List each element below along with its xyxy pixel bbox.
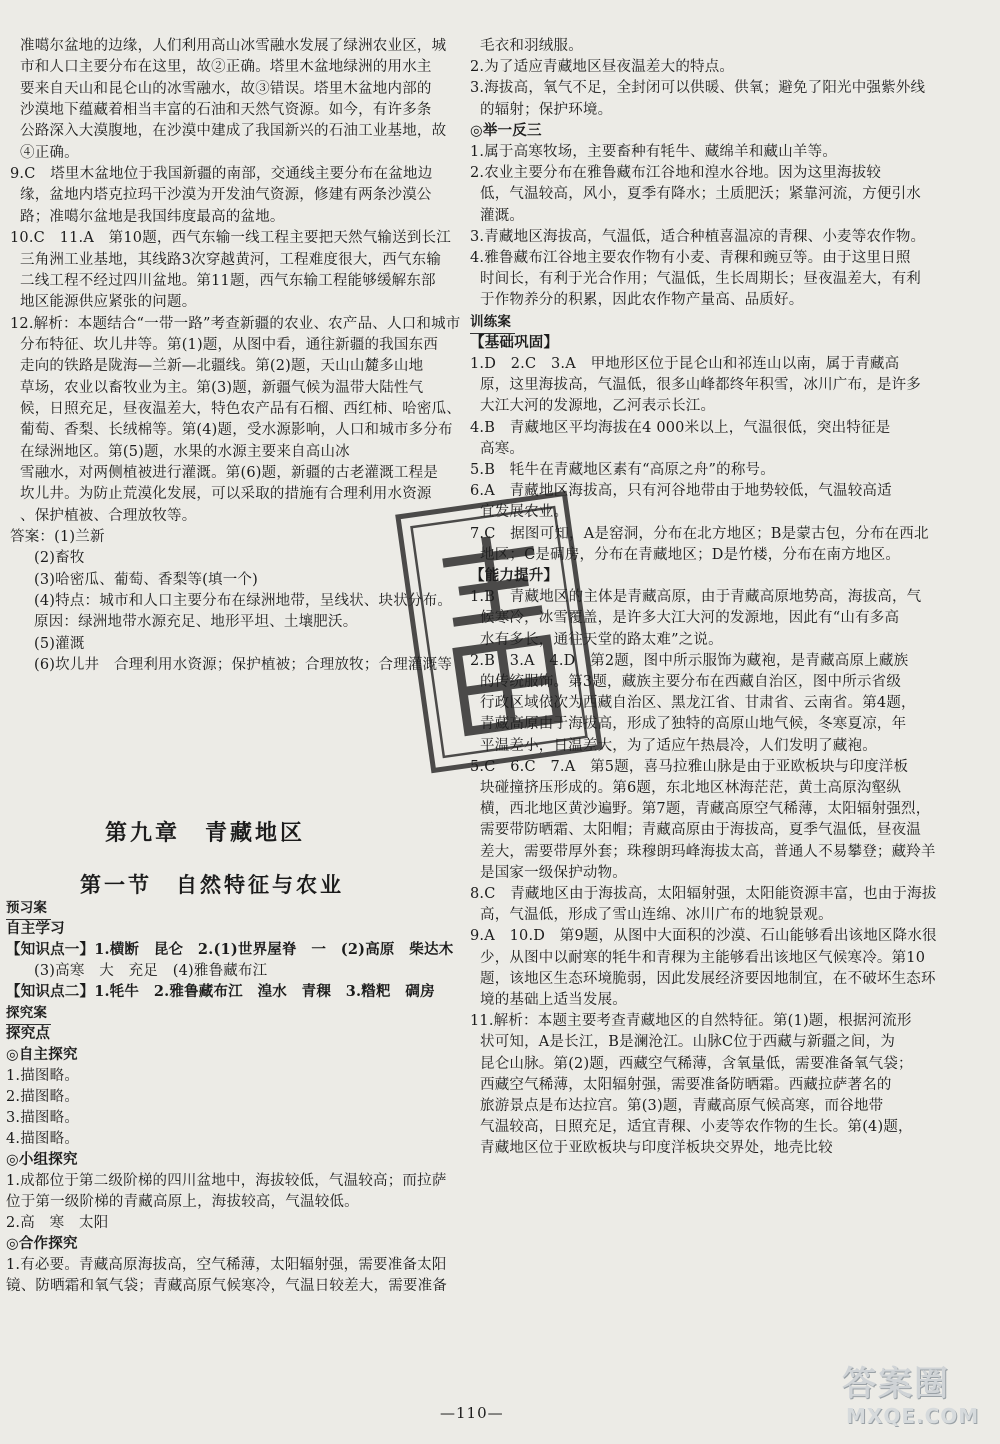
watermark-logo	[836, 1352, 996, 1440]
text-line-right: 11.解析：本题主要考查青藏地区的自然特征。第(1)题，根据河流形	[470, 1013, 912, 1030]
text-line: 二线工程不经过四川盆地。第11题，西气东输工程能够缓解东部	[20, 272, 436, 289]
text-line-section: ◎小组探究	[6, 1151, 78, 1168]
text-line: 9.C 塔里木盆地位于我国新疆的南部，交通线主要分布在盆地边	[10, 166, 433, 183]
text-line-section: (3)高寒 大 充足 (4)雅鲁藏布江	[34, 963, 268, 979]
text-line-right: 3.青藏地区海拔高，气温低，适合种植喜温凉的青稞、小麦等农作物。	[470, 228, 926, 245]
text-line-section: 1.成都位于第二级阶梯的四川盆地中，海拔较低，气温较高；而拉萨	[6, 1173, 447, 1189]
text-line-section: 【知识点二】1.牦牛 2.雅鲁藏布江 湟水 青稞 3.糌粑 碉房	[6, 983, 435, 1000]
watermark-cn: 答案圈	[842, 1364, 950, 1404]
text-line-right: 大江大河的发源地，乙河表示长江。	[480, 398, 716, 415]
text-line-section: 3.描图略。	[6, 1110, 80, 1126]
text-line-right: 6.A 青藏地区海拔高，只有河谷地带由于地势较低，气温较高适	[470, 483, 892, 500]
text-line: (4)特点：城市和人口主要分布在绿洲地带，呈线状、块状分布。	[34, 593, 453, 610]
text-line-right: 2.农业主要分布在雅鲁藏布江谷地和湟水谷地。因为这里海拔较	[470, 165, 882, 182]
text-line-right: 灌溉。	[480, 207, 525, 224]
text-line-right: 3.海拔高，氧气不足，全封闭可以供暖、供氧；避免了阳光中强紫外线	[470, 80, 926, 97]
text-line-right: 西藏空气稀薄，太阳辐射强，需要准备防晒霜。西藏拉萨著名的	[480, 1076, 892, 1093]
text-line: (3)哈密瓜、葡萄、香梨等(填一个)	[34, 571, 258, 588]
text-line: 、保护植被、合理放牧等。	[20, 507, 197, 524]
text-line-right: 4.B 青藏地区平均海拔在4 000米以上，气温很低，突出特征是	[470, 419, 891, 436]
text-line-right: 训练案	[470, 311, 511, 333]
text-line-section: 位于第一级阶梯的青藏高原上，海拔较高，气温较低。	[6, 1194, 359, 1210]
text-line: 沙漠地下蕴藏着相当丰富的石油和天然气资源。如今，有许多条	[20, 102, 432, 119]
text-line-section: 自主学习	[6, 920, 65, 937]
text-line-right: 差大，需要带厚外套；珠穆朗玛峰海拔太高，普通人不易攀登；藏羚羊	[480, 843, 936, 860]
text-line: (2)畜牧	[34, 550, 85, 567]
text-line-right: 高寒。	[480, 440, 525, 457]
text-line: 答案：(1)兰新	[10, 529, 105, 546]
text-line: 地区能源供应紧张的问题。	[20, 294, 197, 311]
text-line-right: 7.C 据图可知，A是窑洞，分布在北方地区；B是蒙古包，分布在西北	[470, 525, 929, 542]
text-line: 要来自天山和昆仑山的冰雪融水，故③错误。塔里木盆地内部的	[20, 80, 432, 97]
text-line-right: 状可知，A是长江，B是澜沧江。山脉C位于西藏与新疆之间，为	[480, 1034, 896, 1051]
text-line-right: 高，气温低，形成了雪山连绵、冰川广布的地貌景观。	[480, 907, 833, 924]
text-line-right: 需要带防晒霜、太阳帽；青藏高原由于海拔高，夏季气温低，昼夜温	[480, 822, 921, 839]
text-line-section: ◎合作探究	[6, 1235, 78, 1252]
text-line-right: 8.C 青藏地区由于海拔高，太阳辐射强，太阳能资源丰富，也由于海拔	[470, 886, 937, 902]
text-line-right: 1.属于高寒牧场，主要畜种有牦牛、藏绵羊和藏山羊等。	[470, 144, 838, 160]
text-line: 草场，农业以畜牧业为主。第(3)题，新疆气候为温带大陆性气	[20, 379, 424, 396]
text-line-right: 毛衣和羽绒服。	[480, 38, 583, 54]
text-line-section: 预习案	[6, 897, 47, 919]
text-line: (6)坎儿井 合理利用水资源；保护植被；合理放牧；合理灌溉等	[34, 657, 453, 674]
text-line-section: 2.高 寒 太阳	[6, 1215, 109, 1231]
text-line-right: 1.D 2.C 3.A 甲地形区位于昆仑山和祁连山以南，属于青藏高	[470, 356, 900, 372]
text-line-right: 地区；C是碉房，分布在青藏地区；D是竹楼，分布在南方地区。	[480, 546, 901, 563]
text-line-right: 1.B 青藏地区的主体是青藏高原，由于青藏高原地势高，海拔高，气	[470, 589, 922, 606]
page-number: —110—	[440, 1404, 504, 1422]
text-line-right: 宜发展农业。	[480, 504, 569, 521]
text-line: 雪融水，对两侧植被进行灌溉。第(6)题，新疆的古老灌溉工程是	[20, 465, 439, 481]
text-line: 缘，盆地内塔克拉玛干沙漠为开发油气资源，修建有两条沙漠公	[20, 187, 432, 204]
text-line: 原因：绿洲地带水源充足、地形平坦、土壤肥沃。	[34, 614, 358, 631]
text-line-right: 境的基础上适当发展。	[480, 992, 627, 1008]
watermark-en: MXQE.COM	[846, 1404, 980, 1428]
text-line-right: 于作物养分的积累，因此农作物产量高、品质好。	[480, 292, 804, 309]
text-line-section: 1.描图略。	[6, 1068, 80, 1084]
text-line: 走向的铁路是陇海—兰新—北疆线。第(2)题，天山山麓多山地	[20, 358, 424, 375]
text-line: 路；准噶尔盆地是我国纬度最高的盆地。	[20, 208, 285, 225]
text-line-section: 2.描图略。	[6, 1089, 80, 1105]
text-line-section: 1.有必要。青藏高原海拔高，空气稀薄，太阳辐射强，需要准备太阳	[6, 1257, 447, 1273]
text-line-right: 水有多长，通往天堂的路太难”之说。	[480, 631, 723, 648]
text-line-section: 【知识点一】1.横断 昆仑 2.(1)世界屋脊 一 (2)高原 柴达木	[6, 941, 454, 958]
text-line: ④正确。	[20, 144, 79, 161]
text-line-right: 行政区域依次为西藏自治区、黑龙江省、甘肃省、云南省。第4题，	[480, 695, 916, 712]
text-line-section: 探究案	[6, 1002, 47, 1024]
text-line-right: 2.B 3.A 4.D 第2题，图中所示服饰为藏袍，是青藏高原上藏族	[470, 652, 909, 669]
text-line-right: 的辐射；保护环境。	[480, 101, 613, 118]
text-line-right: 昆仑山脉。第(2)题，西藏空气稀薄，含氧量低，需要准备氧气袋；	[480, 1055, 913, 1072]
text-line: 12.解析：本题结合“一带一路”考查新疆的农业、农产品、人口和城市	[10, 315, 461, 332]
text-line: 在绿洲地区。第(5)题，水果的水源主要来自高山冰	[20, 443, 350, 460]
text-line-right: 5.B 牦牛在青藏地区素有“高原之舟”的称号。	[470, 462, 775, 478]
section-title: 第一节 自然特征与农业	[80, 872, 344, 897]
text-line-right: 旅游景点是布达拉宫。第(3)题，青藏高原气候高寒，而谷地带	[480, 1098, 884, 1114]
text-line-right: 横，西北地区黄沙遍野。第7题，青藏高原空气稀薄，太阳辐射强烈，	[480, 801, 931, 818]
text-line-right: 平温差小，日温差大，为了适应午热晨冷，人们发明了藏袍。	[480, 737, 877, 754]
text-line-right: 的传统服饰。第3题，藏族主要分布在西藏自治区，图中所示省级	[480, 674, 902, 690]
text-line-right: 候寒冷，冰雪覆盖，是许多大江大河的发源地，因此有“山有多高	[480, 610, 900, 627]
text-line: 分布特征、坎儿井等。第(1)题，从图中看，通往新疆的我国东西	[20, 336, 439, 353]
text-line-right: 9.A 10.D 第9题，从图中大面积的沙漠、石山能够看出该地区降水很	[470, 928, 937, 945]
text-line: 10.C 11.A 第10题，西气东输一线工程主要把天然气输送到长江	[10, 230, 451, 247]
text-line-right: 2.为了适应青藏地区昼夜温差大的特点。	[470, 59, 735, 76]
chapter-title: 第九章 青藏地区	[105, 820, 306, 846]
text-line-right: 低，气温较高，风小，夏季有降水；土质肥沃；紧靠河流，方便引水	[480, 186, 921, 203]
text-line-section: 探究点	[6, 1025, 51, 1042]
text-line-section: 4.描图略。	[6, 1131, 80, 1147]
text-line: (5)灌溉	[34, 635, 85, 652]
text-line-right: 气温较高，日照充足，适宜青稞、小麦等农作物的生长。第(4)题，	[480, 1119, 913, 1136]
text-line-right: 青藏地区位于亚欧板块与印度洋板块交界处，地壳比较	[480, 1140, 833, 1157]
text-line-right: 【能力提升】	[470, 567, 559, 584]
text-line-right: 原，这里海拔高，气温低，很多山峰都终年积雪，冰川广布，是许多	[480, 377, 921, 394]
text-line: 葡萄、香梨、长绒棉等。第(4)题，受水源影响，人口和城市多分布	[20, 422, 453, 439]
text-line: 公路深入大漠腹地，在沙漠中建成了我国新兴的石油工业基地，故	[20, 123, 447, 140]
text-line: 三角洲工业基地，其线路3次穿越黄河，工程难度很大，西气东输	[20, 251, 442, 268]
text-line-right: ◎举一反三	[470, 121, 542, 139]
text-line-right: 题，该地区生态环境脆弱，因此发展经济要因地制宜，在不破坏生态环	[480, 970, 936, 987]
text-line-section: 镜、防晒霜和氧气袋；青藏高原气候寒冷，气温日较差大，需要准备	[6, 1278, 447, 1294]
text-line-section: ◎自主探究	[6, 1046, 78, 1063]
text-line-right: 块碰撞挤压形成的。第6题，东北地区林海茫茫，黄土高原沟壑纵	[480, 780, 902, 796]
text-line: 准噶尔盆地的边缘，人们利用高山冰雪融水发展了绿洲农业区，城	[20, 38, 447, 54]
text-line-right: 4.雅鲁藏布江谷地主要农作物有小麦、青稞和豌豆等。由于这里日照	[470, 250, 911, 266]
text-line-right: 青藏高原由于海拔高，形成了独特的高原山地气候，冬寒夏凉，年	[480, 716, 907, 733]
text-line-right: 5.C 6.C 7.A 第5题，喜马拉雅山脉是由于亚欧板块与印度洋板	[470, 758, 909, 775]
text-line-right: 【基础巩固】	[470, 333, 559, 351]
text-line: 候，日照充足，昼夜温差大，特色农产品有石榴、西红柿、哈密瓜、	[20, 400, 461, 417]
text-line-right: 时间长，有利于光合作用；气温低，生长周期长；昼夜温差大，有利	[480, 271, 921, 288]
text-line-right: 是国家一级保护动物。	[480, 864, 627, 881]
text-line: 市和人口主要分布在这里，故②正确。塔里木盆地绿洲的用水主	[20, 59, 432, 76]
text-line: 坎儿井。为防止荒漠化发展，可以采取的措施有合理利用水资源	[20, 486, 432, 503]
text-line-right: 少，从图中以耐寒的牦牛和青稞为主能够看出该地区气候寒冷。第10	[480, 949, 926, 966]
